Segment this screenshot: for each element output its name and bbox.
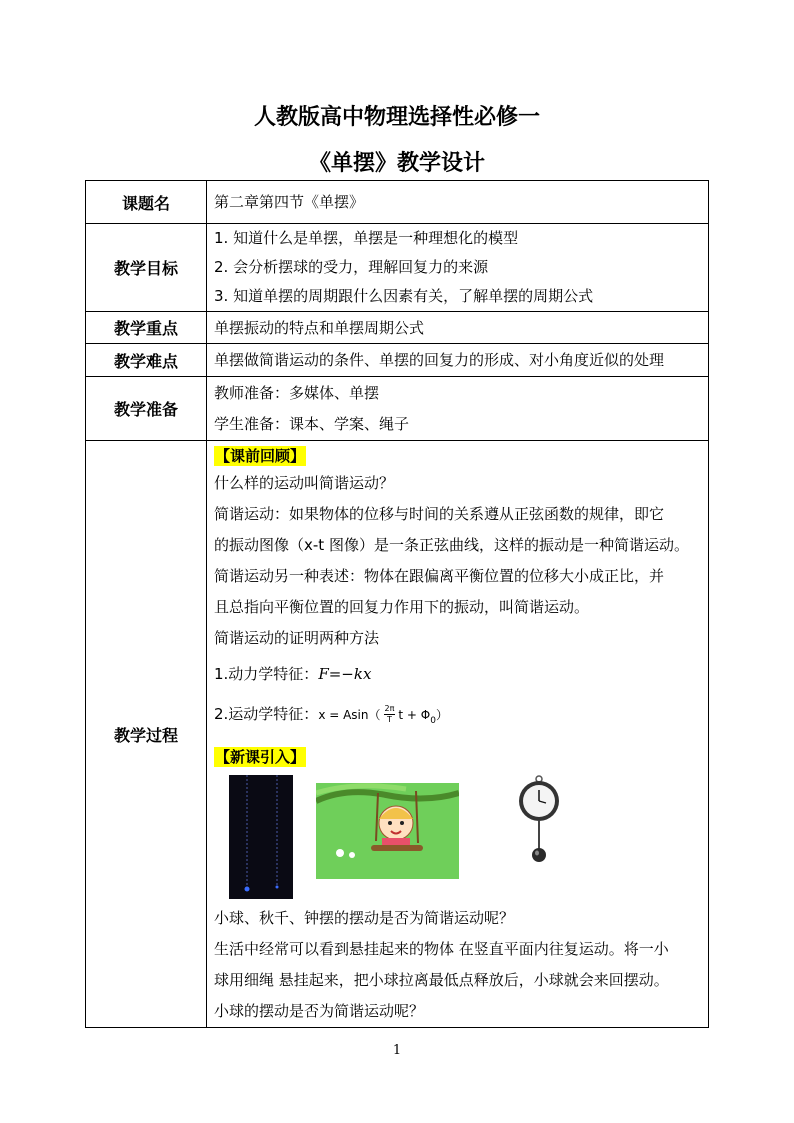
paragraph-line: 生活中经常可以看到悬挂起来的物体 在竖直平面内往复运动。将一小 — [214, 940, 669, 958]
content-objectives — [207, 224, 709, 312]
lesson-plan-table — [85, 180, 709, 1028]
content-difficulties: 单摆做简谐运动的条件、单摆的回复力的形成、对小角度近似的处理 — [207, 344, 709, 377]
proof-intro: 简谐运动的证明两种方法 — [214, 629, 380, 647]
paragraph-line: 简谐运动另一种表述：物体在跟偏离平衡位置的位移大小成正比，并 — [214, 567, 665, 585]
objective-item: 3. 知道单摆的周期跟什么因素有关，了解单摆的周期公式 — [214, 287, 594, 305]
label-topic: 课题名 — [86, 181, 207, 224]
row-process — [86, 441, 709, 1028]
question-text: 小球、秋千、钟摆的摆动是否为简谐运动呢？ — [214, 909, 515, 927]
pendulum-clock-image — [514, 775, 564, 870]
paragraph-line: 的振动图像（x-t 图像）是一条正弦曲线，这样的振动是一种简谐运动。 — [214, 536, 689, 554]
content-process — [207, 441, 709, 1028]
row-objectives — [86, 224, 709, 312]
row-topic — [86, 181, 709, 224]
content-key-points: 单摆振动的特点和单摆周期公式 — [207, 312, 709, 344]
document-title: 人教版高中物理选择性必修一 — [253, 105, 540, 130]
label-objectives: 教学目标 — [86, 224, 207, 312]
content-preparation — [207, 377, 709, 441]
paragraph-line: 球用细绳 悬挂起来，把小球拉离最低点释放后，小球就会来回摆动。 — [214, 971, 669, 989]
section-heading-intro: 【新课引入】 — [215, 748, 306, 766]
swing-cartoon-image — [316, 783, 459, 879]
row-preparation — [86, 377, 709, 441]
row-difficulties — [86, 344, 709, 377]
objective-item: 1. 知道什么是单摆，单摆是一种理想化的模型 — [214, 229, 519, 247]
question-text: 小球的摆动是否为简谐运动呢？ — [214, 1002, 425, 1020]
prep-item: 学生准备：课本、学案、绳子 — [214, 414, 410, 433]
row-key-points — [86, 312, 709, 344]
label-process: 教学过程 — [86, 441, 207, 1028]
prep-item: 教师准备：多媒体、单摆 — [214, 383, 380, 402]
label-preparation: 教学准备 — [86, 377, 207, 441]
method-dynamics: 1.动力学特征：F=−kx — [214, 665, 372, 683]
label-difficulties: 教学难点 — [86, 344, 207, 377]
objective-item: 2. 会分析摆球的受力，理解回复力的来源 — [214, 258, 489, 276]
question-text: 什么样的运动叫简谐运动？ — [214, 474, 395, 492]
pendulum-image — [229, 775, 293, 899]
method-kinematics: 2.运动学特征：x = Asin（ $\frac{2\pi}{T}$ $t + \Phi_0$） — [214, 704, 448, 726]
paragraph-line: 简谐运动：如果物体的位移与时间的关系遵从正弦函数的规律，即它 — [214, 505, 665, 523]
document-subtitle: 《单摆》教学设计 — [308, 151, 485, 176]
fraction: $\frac{2\pi}{T}$ — [384, 704, 395, 724]
page-number: 1 — [392, 1043, 402, 1058]
intro-images — [214, 775, 702, 899]
paragraph-line: 且总指向平衡位置的回复力作用下的振动，叫简谐运动。 — [214, 598, 590, 616]
label-key-points: 教学重点 — [86, 312, 207, 344]
section-heading-review: 【课前回顾】 — [215, 447, 306, 465]
content-topic: 第二章第四节《单摆》 — [207, 181, 709, 224]
